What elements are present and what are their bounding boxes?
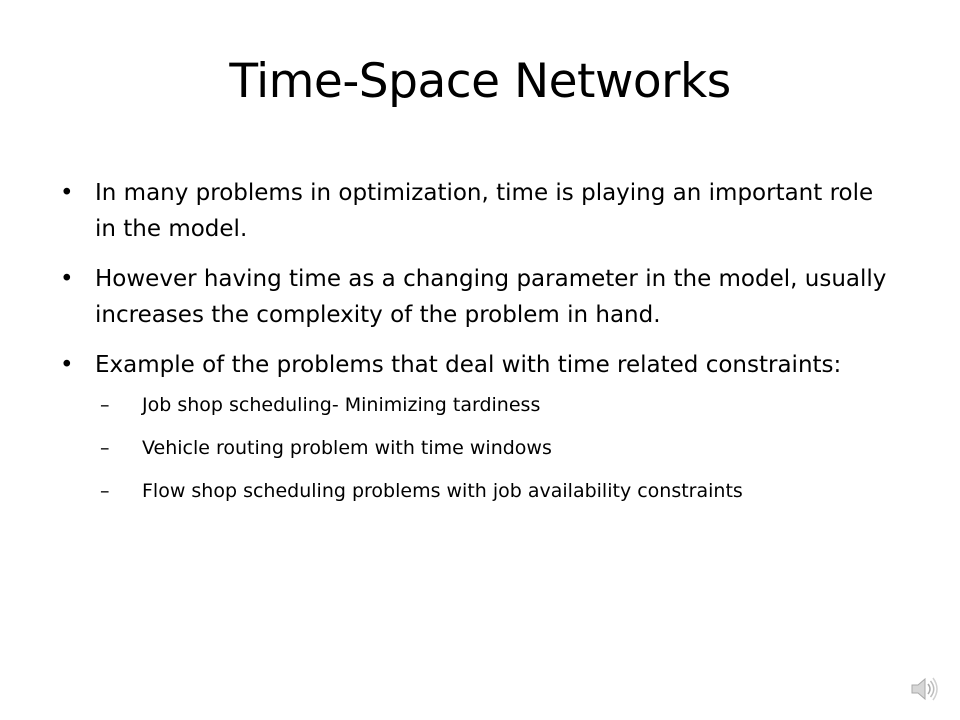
bullet-text: In many problems in optimization, time is playing an important role in the model. bbox=[95, 180, 874, 242]
sub-bullet-text: Flow shop scheduling problems with job availability constraints bbox=[142, 480, 743, 502]
bullet-item bbox=[60, 175, 900, 247]
sub-bullet-marker: – bbox=[100, 480, 110, 502]
slide-title: Time-Space Networks bbox=[229, 54, 731, 109]
sub-bullet-item bbox=[60, 391, 900, 419]
bullet-item bbox=[60, 347, 900, 383]
bullet-text: However having time as a changing parameter in the model, usually increases the complexity of the problem in hand. bbox=[95, 266, 887, 328]
bullet-text: Example of the problems that deal with time related constraints: bbox=[95, 352, 842, 378]
bullet-marker: • bbox=[60, 180, 74, 206]
sub-bullet-marker: – bbox=[100, 437, 110, 459]
bullet-marker: • bbox=[60, 266, 74, 292]
slide-content bbox=[60, 175, 900, 520]
sub-bullet-item bbox=[60, 434, 900, 462]
sub-bullet-marker: – bbox=[100, 394, 110, 416]
bullet-item bbox=[60, 261, 900, 333]
sub-bullet-item bbox=[60, 477, 900, 505]
sub-bullet-text: Job shop scheduling- Minimizing tardiness bbox=[142, 394, 541, 416]
speaker-icon[interactable] bbox=[908, 674, 938, 704]
bullet-marker: • bbox=[60, 352, 74, 378]
sub-bullet-text: Vehicle routing problem with time windows bbox=[142, 437, 552, 459]
sub-bullet-list bbox=[60, 391, 900, 505]
